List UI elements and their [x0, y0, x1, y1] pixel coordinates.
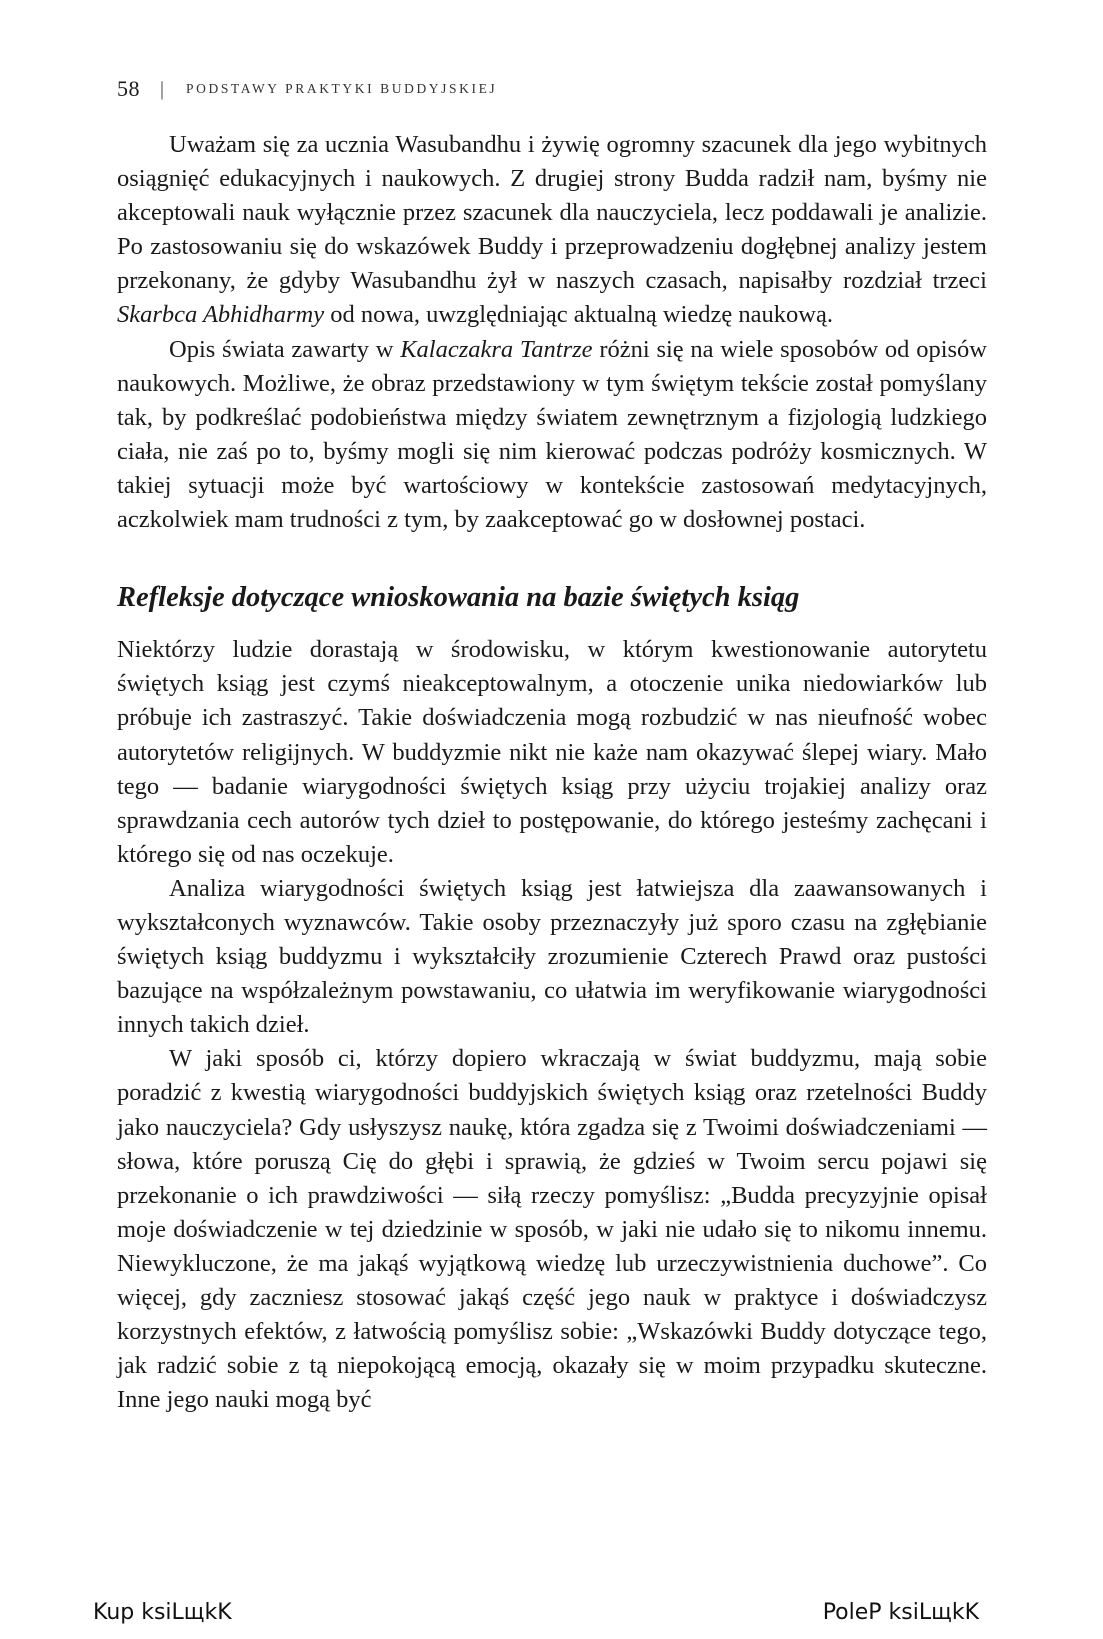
paragraph: Uważam się za ucznia Wasubandhu i żywię ogromny szacunek dla jego wybitnych osiągnięć edukacyjnych i naukowych. Z drugiej strony Budda radził nam, byśmy nie akceptowali nauk wyłącznie przez szacunek dla nauczyciela, lecz poddawali je analizie. Po zastosowaniu się do wskazówek Buddy i przeprowadzeniu dogłębnej analizy jestem przekonany, że gdyby Wasubandhu żył w naszych czasach, napisałby rozdział trzeci Skarbca Abhidharmy od nowa, uwzględniając aktualną wiedzę naukową. — [117, 131, 987, 329]
recommend-book-link[interactable]: PoleP ksiLщkK — [822, 1600, 979, 1625]
header-separator: | — [160, 77, 165, 100]
body-text — [117, 128, 987, 1417]
paragraph: W jaki sposób ci, którzy dopiero wkraczają w świat buddyzmu, mają sobie poradzić z kwestią wiarygodności buddyjskich świętych ksiąg oraz rzetelności Buddy jako nauczyciela? Gdy usłyszysz naukę, która zgadza się z Twoimi doświadczeniami — słowa, które poruszą Cię do głębi i sprawią, że gdzieś w Twoim sercu pojawi się przekonanie o ich prawdziwości — siłą rzeczy pomyślisz: „Budda precyzyjnie opisał moje doświadczenie w tej dziedzinie w sposób, w jaki nie udało się to nikomu innemu. Niewykluczone, że ma jakąś wyjątkową wiedzę lub urzeczywistnienia duchowe”. Co więcej, gdy zaczniesz stosować jakąś część jego nauk w praktyce i doświadczysz korzystnych efektów, z łatwością pomyślisz sobie: „Wskazówki Buddy dotyczące tego, jak radzić sobie z tą niepokojącą emocją, okazały się w moim przypadku skuteczne. Inne jego nauki mogą być — [117, 1045, 987, 1414]
running-head — [117, 76, 497, 102]
book-title: Skarbca Abhidharmy — [117, 301, 325, 329]
paragraph: Opis świata zawarty w Kalaczakra Tantrze różni się na wiele sposobów od opisów naukowych. Możliwe, że obraz przedstawiony w tym świętym tekście został pomyślany tak, by podkreślać podobieństwa między światem zewnętrznym a fizjologią ludzkiego ciała, nie zaś po to, byśmy mogli się nim kierować podczas podróży kosmicznych. W takiej sytuacji może być wartościowy w kontekście zastosowań medytacyjnych, aczkolwiek mam trudności z tym, by zaakceptować go w dosłownej postaci. — [117, 335, 987, 534]
paragraph: Niektórzy ludzie dorastają w środowisku, w którym kwestionowanie autorytetu świętych ksiąg jest czymś nieakceptowalnym, a otoczenie unika niedowiarków lub próbuje ich zastraszyć. Takie doświadczenia mogą rozbudzić w nas nieufność wobec autorytetów religijnych. W buddyzmie nikt nie każe nam okazywać ślepej wiary. Mało tego — badanie wiarygodności świętych ksiąg przy użyciu trojakiej analizy oraz sprawdzania cech autorów tych dzieł to postępowanie, do którego jesteśmy zachęcani i którego się od nas oczekuje. — [117, 636, 987, 868]
running-title: PODSTAWY PRAKTYKI BUDDYJSKIEJ — [186, 81, 498, 96]
buy-book-link[interactable]: Kup ksiLщkK — [93, 1600, 232, 1625]
paragraph: Analiza wiarygodności świętych ksiąg jest łatwiejsza dla zaawansowanych i wykształconych wyznawców. Takie osoby przeznaczyły już sporo czasu na zgłębianie świętych ksiąg buddyzmu i wykształciły zrozumienie Czterech Prawd oraz pustości bazujące na współzależnym powstawaniu, co ułatwia im weryfikowanie wiarygodności innych takich dzieł. — [117, 874, 987, 1039]
section-heading: Refleksje dotyczące wnioskowania na bazie świętych ksiąg — [117, 582, 800, 614]
book-title: Kalaczakra Tantrze — [400, 335, 593, 363]
page-number: 58 — [117, 76, 140, 101]
